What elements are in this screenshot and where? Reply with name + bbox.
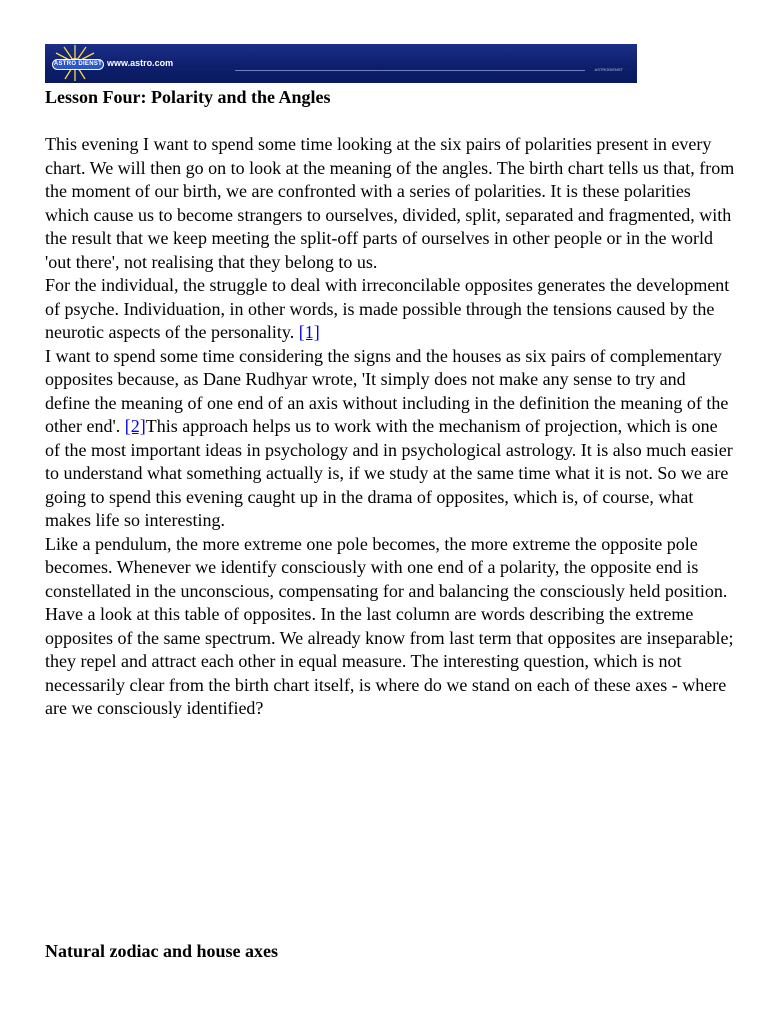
banner-rule <box>235 70 585 71</box>
footnote-link-2[interactable]: [2] <box>124 416 146 436</box>
paragraph-2-text: For the individual, the struggle to deal with irreconcilable opposites generates the development of psyche. Individuation, in other words, is made possible through the tensions caused by the neurotic aspects of the personality. <box>45 275 730 342</box>
paragraph-1: This evening I want to spend some time looking at the six pairs of polarities present in every chart. We will then go on to look at the meaning of the angles. The birth chart tells us that, from the moment of our birth, we are confronted with a series of polarities. It is these polarities which cause us to become strangers to ourselves, divided, split, separated and fragmented, with the result that we keep meeting the split-off parts of ourselves in other people or in the world 'out there', not realising that they belong to us. <box>45 134 735 272</box>
paragraph-4: Like a pendulum, the more extreme one pole becomes, the more extreme the opposite pole becomes. Whenever we identify consciously with one end of a polarity, the opposite end is constellated in the unconscious, compensating for and balancing the consciously held position. Have a look at this table of opposites. In the last column are words describing the extreme opposites of the same spectrum. We already know from last term that opposites are inseparable; they repel and attract each other in equal measure. The interesting question, which is not necessarily clear from the birth chart itself, is where do we stand on each of these axes - where are we consciously identified? <box>45 533 734 718</box>
paragraph-2 <box>45 274 735 345</box>
astrodienst-logo: ASTRO DIENST <box>52 59 104 70</box>
paragraph-3-text-b: This approach helps us to work with the mechanism of projection, which is one of the most important ideas in psychology and in psychological astrology. It is also much easier to understand what something actually is, if we study at the same time what it is not. So we are going to spend this evening caught up in the drama of opposites, which is, of course, what makes life so interesting. <box>45 416 733 530</box>
section-title: Natural zodiac and house axes <box>45 941 279 961</box>
lesson-body <box>45 133 735 721</box>
footnote-link-1[interactable]: [1] <box>298 322 320 342</box>
paragraph-3-text-a: I want to spend some time considering the signs and the houses as six pairs of complementary opposites because, as Dane Rudhyar wrote, 'It simply does not make any sense to try and define the meaning of one end of an axis without including in the definition the meaning of the other end'. <box>45 345 729 436</box>
lesson-content <box>45 86 735 721</box>
site-url[interactable]: www.astro.com <box>107 58 174 68</box>
paragraph-3 <box>45 345 735 533</box>
lesson-title: Lesson Four: Polarity and the Angles <box>45 87 331 107</box>
banner-tag: ASTRODIENST <box>594 67 623 72</box>
site-banner[interactable] <box>45 44 637 83</box>
